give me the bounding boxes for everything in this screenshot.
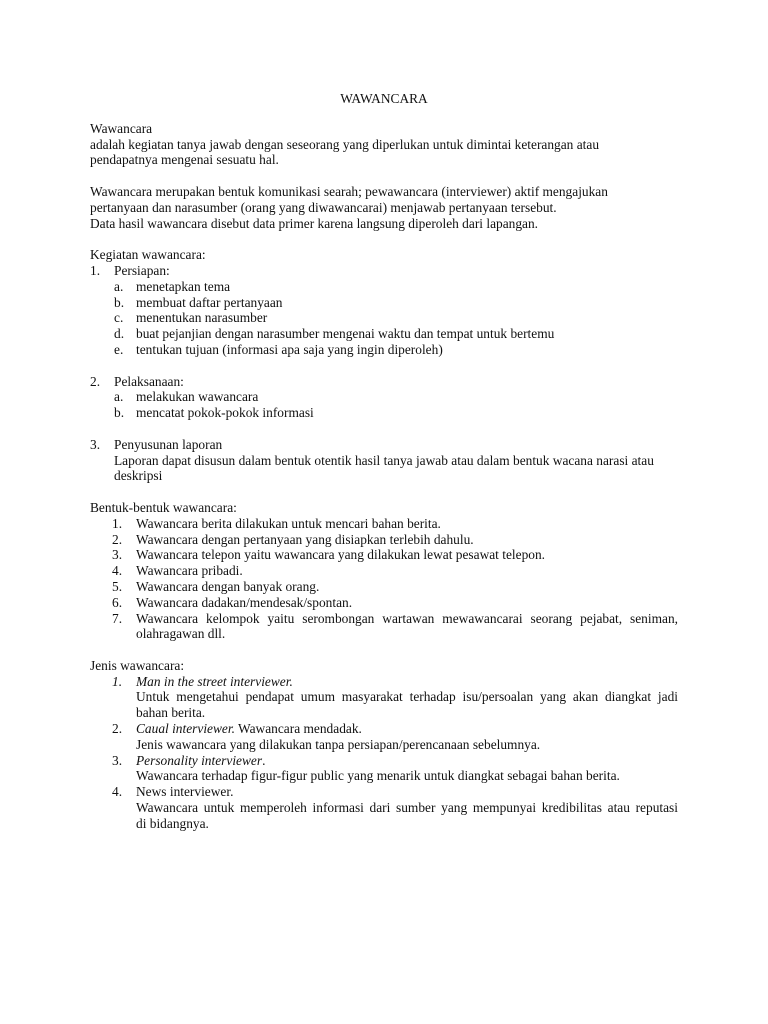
paragraph-line-1: Wawancara merupakan bentuk komunikasi searah; pewawancara (interviewer) aktif mengajukan <box>90 183 608 199</box>
list-item <box>112 595 678 611</box>
item-number: 3. <box>112 752 123 768</box>
spacer <box>90 231 678 247</box>
document-title: WAWANCARA <box>340 91 428 106</box>
list-item <box>112 532 678 548</box>
item-description: Jenis wawancara yang dilakukan tanpa persiapan/perencanaan sebelumnya. <box>136 736 541 752</box>
item-text: Wawancara dadakan/mendesak/spontan. <box>136 594 353 610</box>
item-text-block <box>136 674 678 721</box>
list-item <box>114 342 678 358</box>
item-letter: b. <box>114 294 125 310</box>
item-number: 4. <box>112 563 123 579</box>
item-title: Man in the street interviewer. <box>136 673 293 689</box>
item-text-block <box>136 753 678 785</box>
item-text: menetapkan tema <box>136 278 231 294</box>
list-item <box>114 326 678 342</box>
list-item <box>112 753 678 785</box>
item-title: Personality interviewer <box>136 752 263 768</box>
item-title: News interviewer. <box>136 784 234 800</box>
list-item <box>112 516 678 532</box>
item-title-line <box>136 753 678 769</box>
item-text: Wawancara dengan banyak orang. <box>136 578 320 594</box>
item-letter: a. <box>114 278 124 294</box>
item-letter: b. <box>114 405 125 421</box>
jenis-list <box>90 674 678 832</box>
item-text: melakukan wawancara <box>136 389 259 405</box>
item-text: Wawancara kelompok yaitu serombongan wartawan mewawancarai seorang pejabat, seniman, <box>136 610 678 626</box>
list-item <box>112 547 678 563</box>
item-description-continued: bahan berita. <box>136 705 206 721</box>
jenis-heading: Jenis wawancara: <box>90 657 185 673</box>
item-description: Wawancara terhadap figur-figur public yang menarik untuk diangkat sebagai bahan berita. <box>136 768 620 784</box>
spacer <box>90 168 678 184</box>
list-item <box>114 310 678 326</box>
list-item <box>112 674 678 721</box>
item-number: 5. <box>112 578 123 594</box>
list-item <box>114 279 678 295</box>
item-text: Wawancara berita dilakukan untuk mencari bahan berita. <box>136 515 441 531</box>
item-number: 1. <box>112 515 123 531</box>
item-number <box>112 674 136 721</box>
spacer <box>90 642 678 658</box>
item-title: Caual interviewer. <box>136 721 235 737</box>
item-number: 4. <box>112 784 123 800</box>
item-letter: c. <box>114 310 124 326</box>
item-number: 2. <box>112 721 123 737</box>
item-letter: d. <box>114 326 125 342</box>
item-number: 6. <box>112 594 123 610</box>
item-description-continued: di bidangnya. <box>136 815 209 831</box>
paragraph-line-2: pertanyaan dan narasumber (orang yang diwawancarai) menjawab pertanyaan tersebut. <box>90 199 557 215</box>
step-label: Pelaksanaan: <box>114 373 184 389</box>
spacer <box>90 358 678 374</box>
pelaksanaan-list <box>90 389 678 421</box>
kegiatan-step-1 <box>90 263 678 279</box>
list-item <box>114 389 678 405</box>
item-text: tentukan tujuan (informasi apa saja yang ingin diperoleh) <box>136 341 443 357</box>
step-label: Persiapan: <box>114 262 170 278</box>
item-title-line <box>136 721 678 737</box>
kegiatan-step-2 <box>90 374 678 390</box>
item-text: Wawancara pribadi. <box>136 563 243 579</box>
spacer <box>90 484 678 500</box>
item-text: mencatat pokok-pokok informasi <box>136 405 314 421</box>
list-item <box>112 611 678 643</box>
item-title-suffix: . <box>262 752 266 768</box>
item-text-block <box>136 784 678 831</box>
definition-line-1: adalah kegiatan tanya jawab dengan seseorang yang diperlukan untuk dimintai keterangan atau <box>90 136 600 152</box>
bentuk-heading: Bentuk-bentuk wawancara: <box>90 499 237 515</box>
step-label: Penyusunan laporan <box>114 436 223 452</box>
document-page <box>90 91 678 832</box>
list-item <box>112 721 678 753</box>
item-description: Untuk mengetahui pendapat umum masyarakat terhadap isu/persoalan yang akan diangkat jadi <box>136 689 678 705</box>
step-description-line-2: deskripsi <box>114 468 163 484</box>
item-number: 7. <box>112 610 123 626</box>
item-letter: e. <box>114 341 124 357</box>
item-text: membuat daftar pertanyaan <box>136 294 283 310</box>
list-item <box>114 405 678 421</box>
item-number-italic: 1. <box>112 673 123 689</box>
step-number: 2. <box>90 373 101 389</box>
kegiatan-step-3 <box>90 437 678 453</box>
spacer <box>90 421 678 437</box>
definition-line-2: pendapatnya mengenai sesuatu hal. <box>90 152 279 168</box>
definition-term: Wawancara <box>90 120 153 136</box>
item-text-continued: olahragawan dll. <box>136 626 226 642</box>
step-description-line-1: Laporan dapat disusun dalam bentuk otentik hasil tanya jawab atau dalam bentuk wacana narasi atau <box>114 452 654 468</box>
paragraph-line-3: Data hasil wawancara disebut data primer karena langsung diperoleh dari lapangan. <box>90 215 539 231</box>
item-text: buat pejanjian dengan narasumber mengenai waktu dan tempat untuk bertemu <box>136 326 555 342</box>
item-text: Wawancara telepon yaitu wawancara yang dilakukan lewat pesawat telepon. <box>136 547 546 563</box>
persiapan-list <box>90 279 678 358</box>
list-item <box>112 784 678 831</box>
kegiatan-heading: Kegiatan wawancara: <box>90 247 206 263</box>
item-number: 3. <box>112 547 123 563</box>
list-item <box>114 295 678 311</box>
item-letter: a. <box>114 389 124 405</box>
item-description: Wawancara untuk memperoleh informasi dari sumber yang mempunyai kredibilitas atau reputasi <box>136 800 678 816</box>
item-text-block <box>136 721 678 753</box>
step-number: 1. <box>90 262 101 278</box>
item-text-block <box>136 611 678 643</box>
step-number: 3. <box>90 436 101 452</box>
bentuk-list <box>90 516 678 642</box>
item-text: menentukan narasumber <box>136 310 268 326</box>
item-text: Wawancara dengan pertanyaan yang disiapkan terlebih dahulu. <box>136 531 474 547</box>
item-title-suffix: Wawancara mendadak. <box>234 721 362 737</box>
list-item <box>112 579 678 595</box>
item-number: 2. <box>112 531 123 547</box>
list-item <box>112 563 678 579</box>
